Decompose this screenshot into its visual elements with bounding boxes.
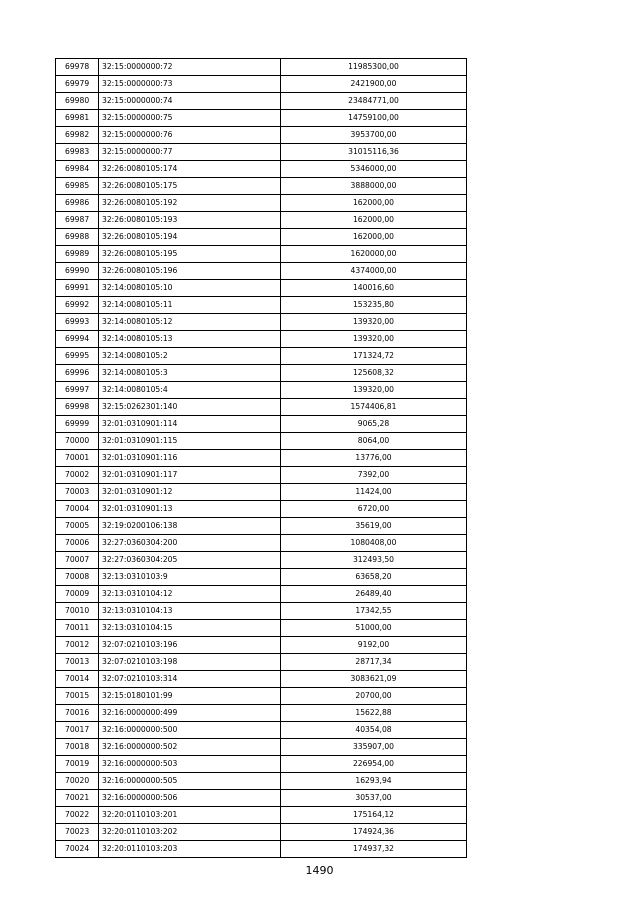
row-number-cell: 69989 <box>56 246 99 263</box>
value-cell: 31015116,36 <box>281 144 467 161</box>
row-number-cell: 70021 <box>56 790 99 807</box>
row-number-cell: 70013 <box>56 654 99 671</box>
table-row <box>56 382 467 399</box>
row-number-cell: 70005 <box>56 518 99 535</box>
table-row <box>56 416 467 433</box>
value-cell: 226954,00 <box>281 756 467 773</box>
value-cell: 9192,00 <box>281 637 467 654</box>
table-row <box>56 722 467 739</box>
value-cell: 1620000,00 <box>281 246 467 263</box>
value-cell: 1574406,81 <box>281 399 467 416</box>
cadastral-number-cell: 32:15:0000000:73 <box>99 76 281 93</box>
value-cell: 11985300,00 <box>281 59 467 76</box>
cadastral-number-cell: 32:14:0080105:13 <box>99 331 281 348</box>
value-cell: 11424,00 <box>281 484 467 501</box>
table-row <box>56 603 467 620</box>
table-row <box>56 93 467 110</box>
row-number-cell: 70017 <box>56 722 99 739</box>
cadastral-number-cell: 32:14:0080105:12 <box>99 314 281 331</box>
cadastral-number-cell: 32:15:0000000:75 <box>99 110 281 127</box>
cadastral-number-cell: 32:27:0360304:200 <box>99 535 281 552</box>
cadastral-number-cell: 32:26:0080105:174 <box>99 161 281 178</box>
value-cell: 17342,55 <box>281 603 467 620</box>
cadastral-number-cell: 32:20:0110103:201 <box>99 807 281 824</box>
value-cell: 174937,32 <box>281 841 467 858</box>
table-row <box>56 212 467 229</box>
cadastral-number-cell: 32:13:0310104:12 <box>99 586 281 603</box>
cadastral-number-cell: 32:16:0000000:505 <box>99 773 281 790</box>
value-cell: 23484771,00 <box>281 93 467 110</box>
value-cell: 3953700,00 <box>281 127 467 144</box>
cadastral-number-cell: 32:13:0310103:9 <box>99 569 281 586</box>
value-cell: 175164,12 <box>281 807 467 824</box>
row-number-cell: 70019 <box>56 756 99 773</box>
row-number-cell: 69978 <box>56 59 99 76</box>
data-table <box>55 58 467 858</box>
table-row <box>56 739 467 756</box>
row-number-cell: 69996 <box>56 365 99 382</box>
table-row <box>56 552 467 569</box>
cadastral-number-cell: 32:01:0310901:13 <box>99 501 281 518</box>
cadastral-number-cell: 32:16:0000000:500 <box>99 722 281 739</box>
value-cell: 4374000,00 <box>281 263 467 280</box>
table-row <box>56 501 467 518</box>
row-number-cell: 70012 <box>56 637 99 654</box>
value-cell: 28717,34 <box>281 654 467 671</box>
table-row <box>56 705 467 722</box>
cadastral-number-cell: 32:27:0360304:205 <box>99 552 281 569</box>
row-number-cell: 69990 <box>56 263 99 280</box>
table-row <box>56 535 467 552</box>
table-row <box>56 229 467 246</box>
table-row <box>56 654 467 671</box>
cadastral-number-cell: 32:26:0080105:175 <box>99 178 281 195</box>
page-number: 1490 <box>305 864 334 877</box>
value-cell: 30537,00 <box>281 790 467 807</box>
table-row <box>56 824 467 841</box>
value-cell: 139320,00 <box>281 382 467 399</box>
table-row <box>56 688 467 705</box>
table-row <box>56 671 467 688</box>
cadastral-number-cell: 32:15:0262301:140 <box>99 399 281 416</box>
row-number-cell: 69983 <box>56 144 99 161</box>
value-cell: 9065,28 <box>281 416 467 433</box>
cadastral-number-cell: 32:16:0000000:502 <box>99 739 281 756</box>
table-row <box>56 450 467 467</box>
value-cell: 139320,00 <box>281 331 467 348</box>
row-number-cell: 69997 <box>56 382 99 399</box>
row-number-cell: 69991 <box>56 280 99 297</box>
value-cell: 139320,00 <box>281 314 467 331</box>
table-row <box>56 348 467 365</box>
row-number-cell: 69985 <box>56 178 99 195</box>
value-cell: 35619,00 <box>281 518 467 535</box>
value-cell: 20700,00 <box>281 688 467 705</box>
cadastral-number-cell: 32:07:0210103:314 <box>99 671 281 688</box>
table-row <box>56 841 467 858</box>
cadastral-number-cell: 32:16:0000000:499 <box>99 705 281 722</box>
value-cell: 162000,00 <box>281 212 467 229</box>
cadastral-number-cell: 32:20:0110103:203 <box>99 841 281 858</box>
row-number-cell: 70002 <box>56 467 99 484</box>
value-cell: 162000,00 <box>281 195 467 212</box>
value-cell: 14759100,00 <box>281 110 467 127</box>
table-row <box>56 280 467 297</box>
table-row <box>56 314 467 331</box>
row-number-cell: 70000 <box>56 433 99 450</box>
table-row <box>56 365 467 382</box>
row-number-cell: 70016 <box>56 705 99 722</box>
value-cell: 63658,20 <box>281 569 467 586</box>
table-row <box>56 59 467 76</box>
value-cell: 1080408,00 <box>281 535 467 552</box>
cadastral-number-cell: 32:16:0000000:506 <box>99 790 281 807</box>
cadastral-number-cell: 32:15:0000000:76 <box>99 127 281 144</box>
table-row <box>56 637 467 654</box>
row-number-cell: 70008 <box>56 569 99 586</box>
row-number-cell: 69988 <box>56 229 99 246</box>
row-number-cell: 69984 <box>56 161 99 178</box>
row-number-cell: 69995 <box>56 348 99 365</box>
row-number-cell: 69993 <box>56 314 99 331</box>
row-number-cell: 70018 <box>56 739 99 756</box>
row-number-cell: 70022 <box>56 807 99 824</box>
table-row <box>56 756 467 773</box>
value-cell: 3083621,09 <box>281 671 467 688</box>
row-number-cell: 69998 <box>56 399 99 416</box>
row-number-cell: 70014 <box>56 671 99 688</box>
cadastral-number-cell: 32:26:0080105:194 <box>99 229 281 246</box>
table-row <box>56 110 467 127</box>
value-cell: 162000,00 <box>281 229 467 246</box>
table-row <box>56 433 467 450</box>
table-row <box>56 807 467 824</box>
table-row <box>56 178 467 195</box>
table-row <box>56 331 467 348</box>
value-cell: 171324,72 <box>281 348 467 365</box>
table-row <box>56 161 467 178</box>
row-number-cell: 69986 <box>56 195 99 212</box>
row-number-cell: 70015 <box>56 688 99 705</box>
row-number-cell: 69999 <box>56 416 99 433</box>
cadastral-number-cell: 32:16:0000000:503 <box>99 756 281 773</box>
cadastral-number-cell: 32:14:0080105:4 <box>99 382 281 399</box>
table-row <box>56 246 467 263</box>
value-cell: 140016,60 <box>281 280 467 297</box>
table-row <box>56 518 467 535</box>
cadastral-number-cell: 32:01:0310901:117 <box>99 467 281 484</box>
cadastral-number-cell: 32:01:0310901:115 <box>99 433 281 450</box>
cadastral-number-cell: 32:01:0310901:116 <box>99 450 281 467</box>
value-cell: 312493,50 <box>281 552 467 569</box>
cadastral-number-cell: 32:14:0080105:10 <box>99 280 281 297</box>
value-cell: 15622,88 <box>281 705 467 722</box>
table-row <box>56 773 467 790</box>
cadastral-number-cell: 32:14:0080105:2 <box>99 348 281 365</box>
table-row <box>56 620 467 637</box>
cadastral-number-cell: 32:15:0180101:99 <box>99 688 281 705</box>
table-row <box>56 263 467 280</box>
value-cell: 40354,08 <box>281 722 467 739</box>
row-number-cell: 70010 <box>56 603 99 620</box>
row-number-cell: 70004 <box>56 501 99 518</box>
row-number-cell: 69980 <box>56 93 99 110</box>
table-row <box>56 467 467 484</box>
cadastral-number-cell: 32:19:0200106:138 <box>99 518 281 535</box>
table-row <box>56 790 467 807</box>
cadastral-number-cell: 32:20:0110103:202 <box>99 824 281 841</box>
value-cell: 51000,00 <box>281 620 467 637</box>
table-row <box>56 484 467 501</box>
row-number-cell: 70020 <box>56 773 99 790</box>
value-cell: 26489,40 <box>281 586 467 603</box>
table-row <box>56 195 467 212</box>
table-row <box>56 297 467 314</box>
row-number-cell: 69987 <box>56 212 99 229</box>
cadastral-number-cell: 32:01:0310901:12 <box>99 484 281 501</box>
row-number-cell: 70007 <box>56 552 99 569</box>
value-cell: 8064,00 <box>281 433 467 450</box>
cadastral-number-cell: 32:15:0000000:77 <box>99 144 281 161</box>
row-number-cell: 70023 <box>56 824 99 841</box>
table-row <box>56 127 467 144</box>
value-cell: 16293,94 <box>281 773 467 790</box>
cadastral-number-cell: 32:07:0210103:196 <box>99 637 281 654</box>
row-number-cell: 70006 <box>56 535 99 552</box>
value-cell: 125608,32 <box>281 365 467 382</box>
table-row <box>56 76 467 93</box>
cadastral-number-cell: 32:26:0080105:192 <box>99 195 281 212</box>
row-number-cell: 70024 <box>56 841 99 858</box>
row-number-cell: 69982 <box>56 127 99 144</box>
cadastral-number-cell: 32:15:0000000:72 <box>99 59 281 76</box>
row-number-cell: 69981 <box>56 110 99 127</box>
row-number-cell: 69992 <box>56 297 99 314</box>
cadastral-number-cell: 32:14:0080105:11 <box>99 297 281 314</box>
cadastral-number-cell: 32:15:0000000:74 <box>99 93 281 110</box>
value-cell: 5346000,00 <box>281 161 467 178</box>
cadastral-number-cell: 32:14:0080105:3 <box>99 365 281 382</box>
table-body <box>56 59 467 858</box>
row-number-cell: 70009 <box>56 586 99 603</box>
value-cell: 335907,00 <box>281 739 467 756</box>
cadastral-number-cell: 32:26:0080105:193 <box>99 212 281 229</box>
value-cell: 3888000,00 <box>281 178 467 195</box>
row-number-cell: 69994 <box>56 331 99 348</box>
cadastral-number-cell: 32:07:0210103:198 <box>99 654 281 671</box>
row-number-cell: 70001 <box>56 450 99 467</box>
value-cell: 13776,00 <box>281 450 467 467</box>
table-row <box>56 144 467 161</box>
value-cell: 174924,36 <box>281 824 467 841</box>
value-cell: 7392,00 <box>281 467 467 484</box>
row-number-cell: 70003 <box>56 484 99 501</box>
table-row <box>56 586 467 603</box>
value-cell: 2421900,00 <box>281 76 467 93</box>
row-number-cell: 70011 <box>56 620 99 637</box>
cadastral-number-cell: 32:13:0310104:15 <box>99 620 281 637</box>
cadastral-number-cell: 32:26:0080105:196 <box>99 263 281 280</box>
value-cell: 153235,80 <box>281 297 467 314</box>
value-cell: 6720,00 <box>281 501 467 518</box>
row-number-cell: 69979 <box>56 76 99 93</box>
table-row <box>56 569 467 586</box>
table-row <box>56 399 467 416</box>
cadastral-number-cell: 32:01:0310901:114 <box>99 416 281 433</box>
cadastral-number-cell: 32:13:0310104:13 <box>99 603 281 620</box>
cadastral-number-cell: 32:26:0080105:195 <box>99 246 281 263</box>
